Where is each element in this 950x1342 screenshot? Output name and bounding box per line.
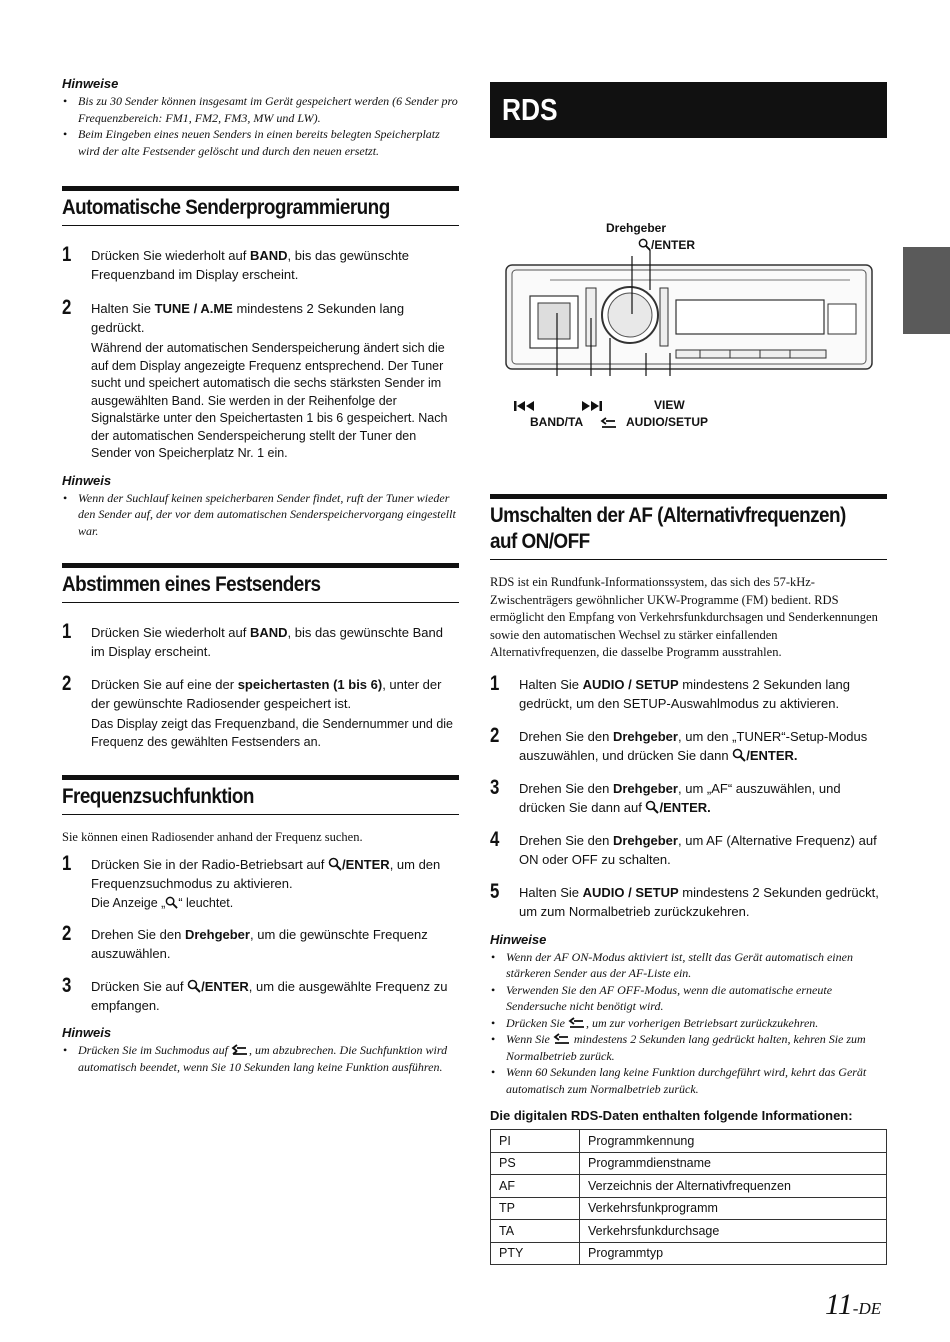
- step-number: 3: [490, 775, 500, 799]
- table-row: [491, 1130, 887, 1153]
- step-text: Drücken Sie wiederholt auf BAND, bis das gewünschte Band im Display erscheint.: [91, 625, 443, 659]
- step-3: [62, 974, 459, 1015]
- section-intro: Sie können einen Radiosender anhand der Frequenz suchen.: [62, 830, 363, 844]
- search-icon: [645, 800, 659, 814]
- search-icon: [732, 748, 746, 762]
- code-cell: PI: [491, 1130, 580, 1153]
- step-text: Drücken Sie auf /ENTER, um die ausgewählte Frequenz zu empfangen.: [91, 979, 448, 1013]
- description-cell: Verkehrsfunkprogramm: [580, 1197, 887, 1220]
- label-enter: /ENTER: [638, 238, 695, 252]
- code-cell: PS: [491, 1152, 580, 1175]
- section-heading-frequency-search: [62, 775, 459, 815]
- step-1: [62, 243, 459, 284]
- step-number: 4: [490, 827, 500, 851]
- hints-block: [62, 76, 459, 159]
- rds-data-table: [490, 1129, 887, 1265]
- code-cell: AF: [491, 1175, 580, 1198]
- step-number: 1: [62, 851, 72, 875]
- description-cell: Programmtyp: [580, 1242, 887, 1265]
- section-intro: RDS ist ein Rundfunk-Informationssystem, das sich des 57-kHz-Zwischenträgers gewöhnlicher UKW-Programme (FM) bedient. RDS ermöglicht den Empfang von Verkehrsfunkdurchsagen und Senderkennungen sowie den automatischen Wechsel zu stärker einfallenden Alternativfrequenzen, die dasselbe Programm ausstrahlen.: [490, 575, 878, 659]
- label-audio-setup: AUDIO/SETUP: [626, 415, 709, 429]
- step-4: [490, 827, 887, 869]
- section-title-line2: auf ON/OFF: [490, 530, 590, 553]
- page-number: 11-DE: [825, 1288, 882, 1321]
- note-item: • Wenn 60 Sekunden lang keine Funktion durchgeführt wird, kehrt das Gerät automatisch zum Normalbetrieb zurück.: [506, 1064, 887, 1097]
- code-cell: TP: [491, 1197, 580, 1220]
- step-1: [490, 671, 887, 713]
- description-cell: Verzeichnis der Alternativfrequenzen: [580, 1175, 887, 1198]
- step-body: Die Anzeige „ “ leuchtet.: [91, 895, 234, 910]
- note-item: • Wenn Sie mindestens 2 Sekunden lang gedrückt halten, kehren Sie zum Normalbetrieb zurück.: [506, 1031, 887, 1064]
- step-3: [490, 775, 887, 817]
- step-2: [62, 296, 459, 337]
- section-heading-preset-tuning: [62, 563, 459, 603]
- note-item: • Verwenden Sie den AF OFF-Modus, wenn die automatische erneute Sendersuche nicht benötigt wird.: [506, 982, 887, 1015]
- left-column: [62, 76, 459, 1075]
- step-2: [62, 922, 459, 963]
- label-view: VIEW: [654, 398, 685, 412]
- notes-heading: Hinweise: [490, 931, 547, 947]
- note-item: • Wenn der Suchlauf keinen speicherbaren Sender findet, ruft der Tuner wieder den Sender auf, der vor dem automatischen Senderspeichervorgang eingestellt war.: [78, 490, 459, 540]
- step-number: 2: [62, 672, 72, 695]
- step-2: [490, 723, 887, 765]
- step-text: Drehen Sie den Drehgeber, um den „TUNER“-Setup-Modus auszuwählen, und drücken Sie dann /ENTER.: [519, 728, 868, 763]
- note-list: [62, 1042, 459, 1075]
- table-row: [491, 1220, 887, 1243]
- step-text: Halten Sie TUNE / A.ME mindestens 2 Sekunden lang gedrückt.: [91, 301, 405, 335]
- step-text: Halten Sie AUDIO / SETUP mindestens 2 Sekunden gedrückt, um zum Normalbetrieb zurückzukehren.: [519, 884, 879, 919]
- note-item: • Wenn der AF ON-Modus aktiviert ist, stellt das Gerät automatisch einen stärkeren Sender aus der AF-Liste ein.: [506, 949, 887, 982]
- step-text: Drehen Sie den Drehgeber, um „AF“ auszuwählen, und drücken Sie dann auf /ENTER.: [519, 780, 841, 815]
- rds-title-band: [490, 82, 887, 138]
- return-icon: [568, 1017, 586, 1029]
- step-number: 1: [490, 671, 500, 695]
- right-column: [490, 82, 887, 1265]
- section-title: Automatische Senderprogrammierung: [62, 196, 390, 219]
- step-text: Drücken Sie in der Radio-Betriebsart auf /ENTER, um den Frequenzsuchmodus zu aktivieren.: [91, 856, 441, 891]
- step-body: Das Display zeigt das Frequenzband, die Sendernummer und die Frequenz des gewählten Festsenders an.: [91, 717, 454, 749]
- description-cell: Verkehrsfunkdurchsage: [580, 1220, 887, 1243]
- head-unit-drawing: [490, 138, 887, 376]
- code-cell: TA: [491, 1220, 580, 1243]
- step-1: [62, 620, 459, 661]
- skip-back-icon: [514, 400, 536, 412]
- description-cell: Programmkennung: [580, 1130, 887, 1153]
- step-number: 2: [62, 922, 72, 945]
- side-tab-marker: [903, 247, 950, 334]
- description-cell: Programmdienstname: [580, 1152, 887, 1175]
- step-number: 5: [490, 879, 500, 903]
- section-title: Frequenzsuchfunktion: [62, 785, 254, 808]
- hint-item: • Beim Eingeben eines neuen Senders in einen bereits belegten Speicherplatz wird der alte Festsender gelöscht und durch den neuen ersetzt.: [78, 126, 459, 159]
- step-text: Drehen Sie den Drehgeber, um die gewünschte Frequenz auszuwählen.: [91, 927, 428, 961]
- note-heading: Hinweis: [62, 472, 112, 488]
- section-heading-auto-programming: [62, 186, 459, 226]
- section-title: Abstimmen eines Festsenders: [62, 573, 321, 596]
- return-icon: [600, 417, 618, 429]
- step-1: [62, 851, 459, 893]
- step-body: Während der automatischen Senderspeicherung ändert sich die auf dem Display angezeigte Frequenz entsprechend. Der Tuner sucht und speichert automatisch die sechs stärksten Sender im ausgewählten Band. Sie werden in der Reihenfolge der Signalstärke unter den Speichertasten 1 bis 6 gespeichert. Nach der automatischen Senderspeicherung stellt der Tuner den Sender von Speicherplatz Nr. 1 ein.: [91, 341, 448, 460]
- section-heading-af: [490, 494, 887, 560]
- search-icon: [187, 979, 201, 993]
- hint-item: • Bis zu 30 Sender können insgesamt im Gerät gespeichert werden (6 Sender pro Frequenzbereich: FM1, FM2, FM3, MW und LW).: [78, 93, 459, 126]
- note-item: • Drücken Sie im Suchmodus auf , um abzubrechen. Die Suchfunktion wird automatisch beendet, wenn Sie 10 Sekunden lang keine Funktion ausführen.: [78, 1042, 459, 1075]
- hints-list: [62, 93, 459, 159]
- step-number: 1: [62, 243, 72, 266]
- step-number: 3: [62, 974, 72, 997]
- step-2: [62, 672, 459, 713]
- step-text: Drücken Sie auf eine der speichertasten (1 bis 6), unter der der gewünschte Radiosender gespeichert ist.: [91, 677, 442, 711]
- hints-heading: Hinweise: [62, 76, 119, 91]
- table-row: [491, 1152, 887, 1175]
- code-cell: PTY: [491, 1242, 580, 1265]
- step-text: Drehen Sie den Drehgeber, um AF (Alternative Frequenz) auf ON oder OFF zu schalten.: [519, 832, 877, 867]
- head-unit-diagram: [490, 138, 887, 376]
- section-title-line1: Umschalten der AF (Alternativfrequenzen): [490, 504, 846, 527]
- label-band-ta: BAND/TA: [530, 415, 584, 429]
- search-icon: [328, 857, 342, 871]
- table-row: [491, 1242, 887, 1265]
- return-icon: [553, 1033, 571, 1045]
- step-number: 2: [490, 723, 500, 747]
- search-icon: [165, 896, 178, 909]
- notes-list: [490, 949, 887, 1098]
- step-number: 1: [62, 620, 72, 643]
- note-item: • Drücken Sie , um zur vorherigen Betriebsart zurückzukehren.: [506, 1015, 887, 1032]
- rds-title: RDS: [502, 92, 558, 127]
- step-text: Drücken Sie wiederholt auf BAND, bis das gewünschte Frequenzband im Display erscheint.: [91, 248, 409, 282]
- return-icon: [231, 1044, 249, 1056]
- table-row: [491, 1197, 887, 1220]
- skip-forward-icon: [580, 400, 602, 412]
- step-text: Halten Sie AUDIO / SETUP mindestens 2 Sekunden lang gedrückt, um den SETUP-Auswahlmodus zu aktivieren.: [519, 676, 850, 711]
- label-drehgeber: Drehgeber: [606, 221, 667, 235]
- step-number: 2: [62, 296, 72, 319]
- diagram-labels: [490, 394, 887, 454]
- table-heading: Die digitalen RDS-Daten enthalten folgende Informationen:: [490, 1108, 853, 1123]
- note-heading: Hinweis: [62, 1025, 112, 1040]
- step-5: [490, 879, 887, 921]
- table-row: [491, 1175, 887, 1198]
- note-list: [62, 490, 459, 540]
